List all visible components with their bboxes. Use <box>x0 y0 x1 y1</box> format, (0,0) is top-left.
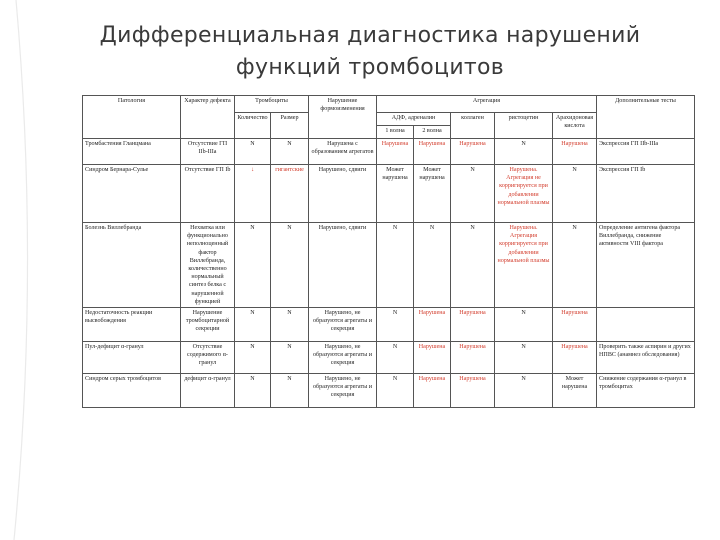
title-line-1: Дифференциальная диагностика нарушений <box>99 23 641 48</box>
row-count: ↓ <box>235 165 271 223</box>
row-size: N <box>271 139 309 165</box>
row-phase1: N <box>377 308 414 342</box>
row-collagen: Нарушена <box>451 374 495 408</box>
header-phase-1: 1 волна <box>377 126 414 139</box>
row-count: N <box>235 342 271 374</box>
row-count: N <box>235 139 271 165</box>
row-phase1: Может нарушена <box>377 165 414 223</box>
row-phase1: N <box>377 342 414 374</box>
row-phase2: Нарушена <box>414 139 451 165</box>
row-pathology: Тромбастения Гланцмана <box>83 139 181 165</box>
header-ristocetin: ристоцетин <box>495 113 553 139</box>
row-collagen: N <box>451 165 495 223</box>
row-count: N <box>235 374 271 408</box>
header-row-1 <box>83 96 695 113</box>
row-collagen: Нарушена <box>451 308 495 342</box>
header-phase-2: 2 волна <box>414 126 451 139</box>
row-arachidonic: Нарушена <box>553 139 597 165</box>
row-additional: Экспрессия ГП IIb-IIIa <box>597 139 695 165</box>
row-ristocetin: Нарушена. Агрегация не корригируется при добавлении нормальной плазмы <box>495 165 553 223</box>
row-pathology: Синдром серых тромбоцитов <box>83 374 181 408</box>
row-phase1: N <box>377 223 414 308</box>
header-count: Количество <box>235 113 271 139</box>
row-arachidonic: Нарушена <box>553 308 597 342</box>
header-aggregation: Агрегация <box>377 96 597 113</box>
row-size: N <box>271 223 309 308</box>
row-phase1: N <box>377 374 414 408</box>
title-line-2: функций тромбоцитов <box>235 55 505 80</box>
page-title <box>60 20 680 84</box>
row-additional <box>597 308 695 342</box>
row-pathology: Болезнь Виллебранда <box>83 223 181 308</box>
row-arachidonic: Может нарушена <box>553 374 597 408</box>
table-row <box>83 165 695 223</box>
row-collagen: N <box>451 223 495 308</box>
row-defect: Отсутствие ГП IIb-IIIa <box>181 139 235 165</box>
row-phase2: Нарушена <box>414 374 451 408</box>
row-phase2: N <box>414 223 451 308</box>
row-size: N <box>271 342 309 374</box>
row-additional: Снижение содержания α-гранул в тромбоцитах <box>597 374 695 408</box>
row-additional: Проверить также аспирин и других НПВС (анамнез обследования) <box>597 342 695 374</box>
row-collagen: Нарушена <box>451 139 495 165</box>
row-arachidonic: Нарушена <box>553 342 597 374</box>
row-ristocetin: N <box>495 139 553 165</box>
header-platelets: Тромбоциты <box>235 96 309 113</box>
row-defect: дефицит α-гранул <box>181 374 235 408</box>
row-count: N <box>235 308 271 342</box>
header-size: Размер <box>271 113 309 139</box>
row-shape: Нарушено, не образуются агрегаты и секреция <box>309 342 377 374</box>
row-size: гигантские <box>271 165 309 223</box>
row-arachidonic: N <box>553 165 597 223</box>
row-pathology: Недостаточность реакции высвобождения <box>83 308 181 342</box>
header-pathology: Патология <box>83 96 181 139</box>
header-collagen: коллаген <box>451 113 495 139</box>
row-shape: Нарушена с образованием агрегатов <box>309 139 377 165</box>
header-defect: Характер дефекта <box>181 96 235 139</box>
row-shape: Нарушено, сдвиги <box>309 165 377 223</box>
table-row <box>83 342 695 374</box>
row-collagen: Нарушена <box>451 342 495 374</box>
header-shape-change: Нарушение формоизменения <box>309 96 377 139</box>
header-adp: АДФ, адреналин <box>377 113 451 126</box>
row-arachidonic: N <box>553 223 597 308</box>
table-row <box>83 223 695 308</box>
row-shape: Нарушено, не образуются агрегаты и секреция <box>309 308 377 342</box>
header-arachidonic: Арахидоновая кислота <box>553 113 597 139</box>
row-additional: Экспрессия ГП Ib <box>597 165 695 223</box>
table-row <box>83 139 695 165</box>
row-ristocetin: N <box>495 308 553 342</box>
row-phase2: Может нарушена <box>414 165 451 223</box>
row-size: N <box>271 374 309 408</box>
table-row <box>83 374 695 408</box>
row-pathology: Синдром Бернара-Сулье <box>83 165 181 223</box>
row-defect: Нехватка или функционально неполноценный фактор Виллебранда, количественно нормальный синтез белка с нарушенной функцией <box>181 223 235 308</box>
row-phase2: Нарушена <box>414 308 451 342</box>
row-shape: Нарушено, сдвиги <box>309 223 377 308</box>
row-defect: Нарушение тромбоцитарной секреции <box>181 308 235 342</box>
table-row <box>83 308 695 342</box>
row-additional: Определение антигена фактора Виллебранда, снижение активности VIII фактора <box>597 223 695 308</box>
row-count: N <box>235 223 271 308</box>
row-size: N <box>271 308 309 342</box>
header-additional: Дополнительные тесты <box>597 96 695 139</box>
diagnosis-table <box>82 95 695 408</box>
row-defect: Отсутствие содержимого α-гранул <box>181 342 235 374</box>
row-shape: Нарушено, не образуются агрегаты и секреция <box>309 374 377 408</box>
row-phase1: Нарушена <box>377 139 414 165</box>
row-phase2: Нарушена <box>414 342 451 374</box>
row-defect: Отсутствие ГП Ib <box>181 165 235 223</box>
row-ristocetin: N <box>495 374 553 408</box>
row-ristocetin: Нарушена. Агрегация корригируется при добавлении нормальной плазмы <box>495 223 553 308</box>
row-ristocetin: N <box>495 342 553 374</box>
row-pathology: Пул-дефицит α-гранул <box>83 342 181 374</box>
